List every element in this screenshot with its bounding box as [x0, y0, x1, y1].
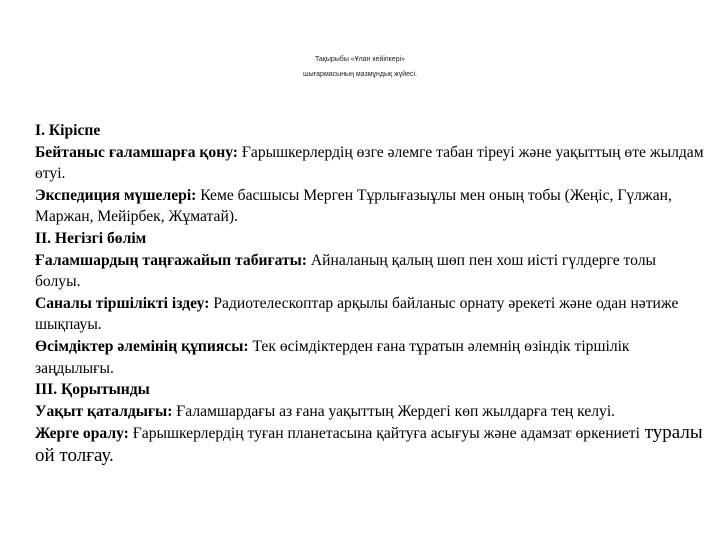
item-text: Айналаның қалың шөп пен хош иісті гүлдерге толы болуы. — [35, 251, 657, 291]
section-heading — [35, 120, 705, 142]
document-body — [35, 120, 705, 468]
outline-item — [35, 185, 705, 228]
outline-item — [35, 250, 705, 293]
item-label: Экспедиция мүшелері: — [35, 186, 197, 204]
outline-item — [35, 401, 705, 423]
heading-text: ІІІ. Қорытынды — [35, 381, 150, 399]
item-label: Өсімдіктер әлемінің құпиясы: — [35, 337, 249, 355]
item-label: Ғаламшардың таңғажайып табиғаты: — [35, 251, 307, 269]
heading-text: І. Кіріспе — [35, 122, 101, 139]
section-heading — [35, 379, 705, 401]
section-heading — [35, 228, 705, 250]
item-label: Саналы тіршілікті іздеу: — [35, 294, 210, 312]
item-text: Радиотелескоптар арқылы байланыс орнату әрекеті және одан нәтиже шықпауы. — [35, 294, 679, 334]
document-header — [0, 52, 720, 82]
outline-item — [35, 336, 705, 379]
outline-item — [35, 142, 705, 185]
outline-item-last — [35, 422, 705, 467]
heading-text: ІІ. Негізгі бөлім — [35, 229, 147, 247]
item-text: Ғарышкерлердің өзге әлемге табан тіреуі және уақыттың өте жылдам өтуі. — [35, 143, 704, 183]
outline-item — [35, 293, 705, 336]
item-text: Ғаламшардағы аз ғана уақыттың Жердегі көп жылдарға тең келуі. — [172, 402, 616, 420]
item-text: Тек өсімдіктерден ғана тұратын әлемнің өзіндік тіршілік заңдылығы. — [35, 337, 630, 377]
item-text: Ғарышкерлердің туған планетасына қайтуға асығуы және адамзат өркениеті — [128, 425, 640, 443]
header-line-2: шығармасының мазмұндық жүйесі. — [302, 71, 418, 78]
item-label: Уақыт қаталдығы: — [35, 402, 173, 420]
item-label: Бейтаныс ғаламшарға қону: — [35, 143, 238, 161]
item-text: Кеме басшысы Мерген Тұрлығазыұлы мен оның тобы (Жеңіс, Гүлжан, Маржан, Мейірбек, Жұматай). — [35, 186, 672, 226]
item-text-large: туралы ой толғау. — [35, 422, 703, 466]
item-label: Жерге оралу: — [35, 425, 129, 443]
header-line-1: Тақырыбы «Ұлан кейіпкері» — [314, 56, 406, 63]
